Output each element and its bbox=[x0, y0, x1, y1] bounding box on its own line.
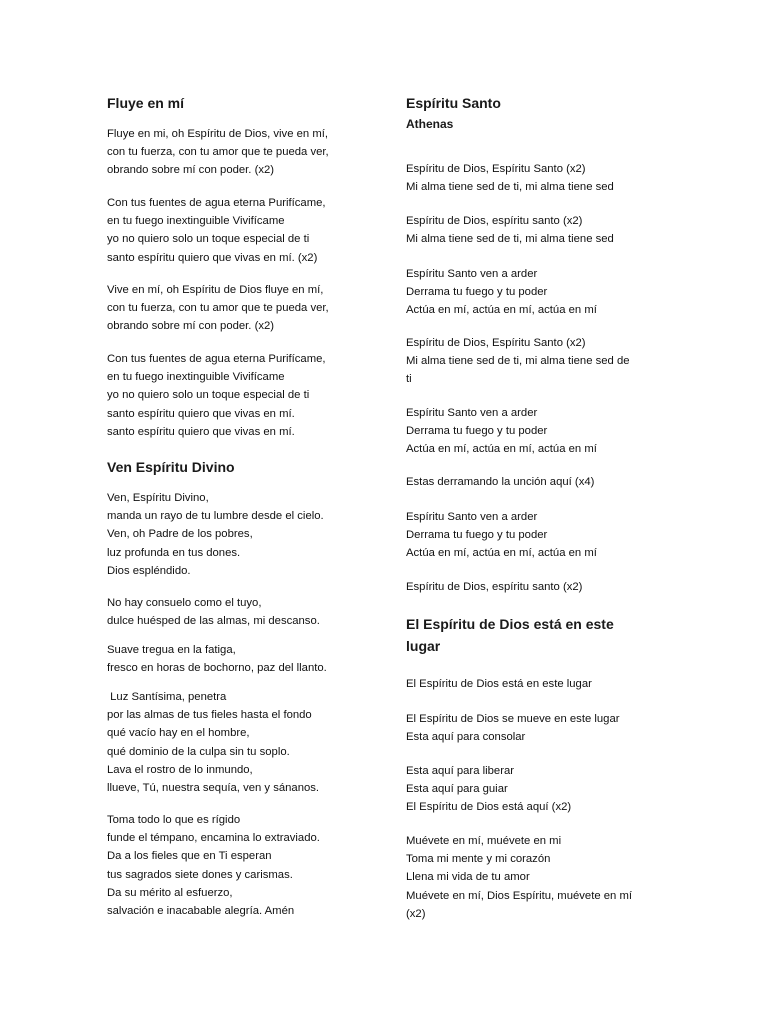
lyric-line: Actúa en mí, actúa en mí, actúa en mí bbox=[406, 547, 597, 560]
lyric-line: El Espíritu de Dios se mueve en este lugar bbox=[406, 713, 620, 725]
song-title-espiritu-santo: Espíritu Santo bbox=[406, 95, 501, 111]
stanza bbox=[406, 334, 630, 389]
lyric-line: Toma mi mente y mi corazón bbox=[406, 853, 551, 866]
lyric-line: Lava el rostro de lo inmundo, bbox=[107, 763, 253, 776]
lyric-line: Muévete en mí, Dios Espíritu, muévete en mí bbox=[406, 889, 633, 902]
stanza bbox=[406, 578, 582, 596]
stanza bbox=[107, 688, 319, 797]
lyric-line: (x2) bbox=[406, 907, 426, 920]
lyric-line: qué vacío hay en el hombre, bbox=[107, 727, 250, 740]
lyric-line: No hay consuelo como el tuyo, bbox=[107, 597, 262, 609]
song-title-fluye-en-mi: Fluye en mí bbox=[107, 95, 185, 111]
lyric-line: Con tus fuentes de agua eterna Purifícame, bbox=[107, 353, 326, 365]
lyric-line: Estas derramando la unción aquí (x4) bbox=[406, 476, 595, 488]
lyric-line: en tu fuego inextinguible Vivifícame bbox=[107, 215, 285, 228]
stanza bbox=[406, 508, 597, 563]
song-title-ven-espiritu-divino: Ven Espíritu Divino bbox=[107, 459, 235, 475]
lyric-line: en tu fuego inextinguible Vivifícame bbox=[107, 371, 285, 384]
stanza bbox=[406, 404, 597, 459]
lyric-line: Derrama tu fuego y tu poder bbox=[406, 529, 548, 542]
lyric-line: Ven, Espíritu Divino, bbox=[107, 492, 209, 504]
lyric-line: yo no quiero solo un toque especial de ti bbox=[107, 389, 310, 402]
stanza bbox=[107, 489, 324, 580]
lyric-line: Derrama tu fuego y tu poder bbox=[406, 286, 548, 299]
lyric-line: Toma todo lo que es rígido bbox=[107, 814, 241, 826]
stanza bbox=[406, 710, 620, 746]
lyric-line: Mi alma tiene sed de ti, mi alma tiene sed bbox=[406, 233, 614, 246]
lyric-line: Espíritu Santo ven a arder bbox=[406, 511, 538, 523]
lyric-line: con tu fuerza, con tu amor que te pueda ver, bbox=[107, 146, 329, 159]
stanza bbox=[406, 762, 571, 817]
lyric-line: Llena mi vida de tu amor bbox=[406, 871, 530, 884]
lyric-line: santo espíritu quiero que vivas en mí. (x2) bbox=[107, 251, 318, 264]
lyric-line: obrando sobre mí con poder. (x2) bbox=[107, 164, 275, 177]
lyric-line: con tu fuerza, con tu amor que te pueda ver, bbox=[107, 302, 329, 315]
lyric-line: yo no quiero solo un toque especial de ti bbox=[107, 233, 310, 246]
lyric-line: santo espíritu quiero que vivas en mí. bbox=[107, 425, 295, 438]
lyric-line: qué dominio de la culpa sin tu soplo. bbox=[107, 745, 290, 758]
lyric-line: Espíritu de Dios, espíritu santo (x2) bbox=[406, 581, 583, 593]
lyric-line: funde el témpano, encamina lo extraviado. bbox=[107, 832, 320, 845]
lyric-line: Vive en mí, oh Espíritu de Dios fluye en mí, bbox=[107, 284, 324, 296]
stanza bbox=[107, 350, 326, 441]
lyric-line: Esta aquí para consolar bbox=[406, 731, 526, 744]
lyric-line: Esta aquí para liberar bbox=[406, 765, 515, 777]
lyric-line: Espíritu de Dios, Espíritu Santo (x2) bbox=[406, 163, 586, 175]
lyric-line: por las almas de tus fieles hasta el fondo bbox=[107, 709, 312, 722]
lyric-line: El Espíritu de Dios está aquí (x2) bbox=[406, 801, 572, 814]
lyric-line: Espíritu Santo ven a arder bbox=[406, 407, 538, 419]
lyric-line: fresco en horas de bochorno, paz del llanto. bbox=[107, 662, 327, 675]
stanza bbox=[406, 212, 614, 248]
stanza bbox=[107, 594, 320, 630]
stanza bbox=[107, 641, 327, 677]
stanza bbox=[107, 281, 329, 336]
stanza bbox=[406, 473, 594, 491]
lyric-line: Actúa en mí, actúa en mí, actúa en mí bbox=[406, 304, 597, 317]
lyric-line: dulce huésped de las almas, mi descanso. bbox=[107, 615, 320, 628]
lyric-line: Mi alma tiene sed de ti, mi alma tiene sed de bbox=[406, 355, 630, 368]
lyric-line: Espíritu de Dios, espíritu santo (x2) bbox=[406, 215, 583, 227]
stanza bbox=[406, 832, 632, 923]
lyric-line: manda un rayo de tu lumbre desde el cielo. bbox=[107, 510, 324, 523]
lyric-line: Esta aquí para guiar bbox=[406, 783, 508, 796]
lyric-line: Muévete en mí, muévete en mi bbox=[406, 835, 562, 847]
stanza bbox=[107, 125, 329, 180]
lyric-line: Espíritu Santo ven a arder bbox=[406, 268, 538, 280]
lyric-line: Suave tregua en la fatiga, bbox=[107, 644, 236, 656]
lyric-line: obrando sobre mí con poder. (x2) bbox=[107, 320, 275, 333]
stanza bbox=[107, 811, 320, 920]
lyric-line: santo espíritu quiero que vivas en mí. bbox=[107, 407, 295, 420]
stanza bbox=[107, 194, 326, 267]
lyric-line: Con tus fuentes de agua eterna Purifícame, bbox=[107, 197, 326, 209]
song-artist: Athenas bbox=[406, 117, 454, 131]
lyric-line: Fluye en mi, oh Espíritu de Dios, vive en mí, bbox=[107, 128, 329, 140]
lyric-line: Da a los fieles que en Ti esperan bbox=[107, 850, 272, 863]
lyric-line: Espíritu de Dios, Espíritu Santo (x2) bbox=[406, 337, 586, 349]
stanza bbox=[406, 160, 614, 196]
lyric-line: Ven, oh Padre de los pobres, bbox=[107, 528, 253, 541]
song-title-el-espiritu-de-dios: El Espíritu de Dios está en este lugar bbox=[406, 616, 614, 654]
lyric-line: El Espíritu de Dios está en este lugar bbox=[406, 678, 592, 690]
lyric-line: Mi alma tiene sed de ti, mi alma tiene sed bbox=[406, 181, 614, 194]
lyric-line: Dios espléndido. bbox=[107, 564, 191, 577]
stanza bbox=[406, 675, 592, 693]
stanza bbox=[406, 265, 597, 320]
lyric-line: Actúa en mí, actúa en mí, actúa en mí bbox=[406, 443, 597, 456]
lyric-line: llueve, Tú, nuestra sequía, ven y sánanos. bbox=[107, 782, 320, 795]
lyric-line: salvación e inacabable alegría. Amén bbox=[107, 905, 295, 918]
lyric-line: Derrama tu fuego y tu poder bbox=[406, 425, 548, 438]
lyric-line: Da su mérito al esfuerzo, bbox=[107, 886, 233, 899]
lyric-line: tus sagrados siete dones y carismas. bbox=[107, 868, 293, 881]
lyric-line: Luz Santísima, penetra bbox=[107, 691, 227, 703]
lyric-line: luz profunda en tus dones. bbox=[107, 546, 241, 559]
lyric-line: ti bbox=[406, 373, 412, 386]
